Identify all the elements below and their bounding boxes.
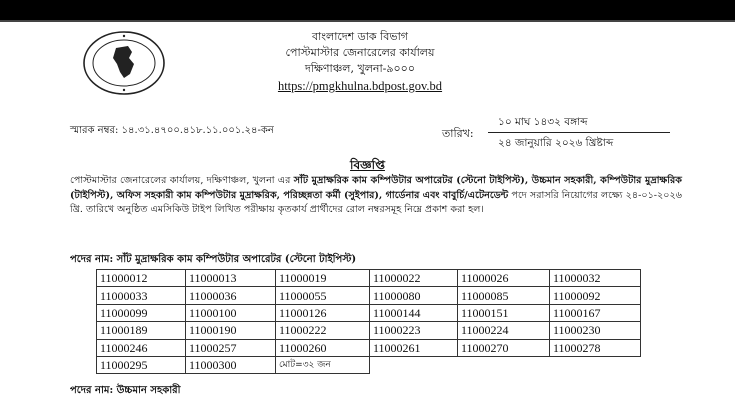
roll-number-cell: 11000026	[458, 270, 550, 287]
table-row	[97, 270, 641, 287]
section-heading-upper-division: পদের নাম: উচ্চমান সহকারী	[70, 385, 181, 396]
roll-number-cell: 11000080	[370, 287, 458, 304]
notice-title-text: বিজ্ঞপ্তি	[350, 158, 385, 172]
date-divider	[488, 132, 670, 133]
roll-number-cell: 11000144	[370, 304, 458, 321]
roll-number-cell: 11000260	[276, 339, 370, 356]
roll-number-cell: 11000013	[186, 270, 276, 287]
memo-number: স্মারক নম্বর: ১৪.৩১.৪৭০০.৪১৮.১১.০০১.২৪-কন	[70, 125, 274, 136]
government-seal-icon	[82, 30, 166, 96]
roll-number-cell: 11000246	[97, 339, 186, 356]
roll-number-cell: 11000222	[276, 322, 370, 339]
roll-number-cell: 11000257	[186, 339, 276, 356]
roll-number-cell: 11000033	[97, 287, 186, 304]
roll-number-cell: 11000223	[370, 322, 458, 339]
table-row	[97, 287, 641, 304]
empty-cell	[370, 356, 458, 373]
top-rule	[0, 20, 735, 22]
roll-number-cell: 11000092	[550, 287, 641, 304]
roll-number-cell: 11000300	[186, 356, 276, 373]
org-office: পোস্টমাস্টার জেনারেলের কার্যালয়	[285, 46, 435, 59]
roll-number-cell: 11000167	[550, 304, 641, 321]
roll-number-cell: 11000012	[97, 270, 186, 287]
roll-number-cell: 11000055	[276, 287, 370, 304]
roll-number-cell: 11000036	[186, 287, 276, 304]
paragraph-posts: সাঁট মুদ্রাক্ষরিক কাম কম্পিউটার অপারেটর (স্টেনো টাইপিস্ট), উচ্চমান সহকারী, কম্পিউটার মুদ্রাক্ষরিক (টাইপিস্ট), অফিস সহকারী কাম কম্পিউটার মুদ্রাক্ষরিক, পরিচ্ছন্নতা কর্মী (সুইপার), গার্ডেনার এবং বাবুর্চি/এটেনডেন্ট	[70, 175, 682, 201]
roll-number-cell: 11000100	[186, 304, 276, 321]
empty-cell	[550, 356, 641, 373]
table-row	[97, 304, 641, 321]
org-department: বাংলাদেশ ডাক বিভাগ	[312, 30, 408, 43]
notice-paragraph	[70, 174, 682, 218]
top-dark-band	[0, 0, 735, 20]
roll-number-cell: 11000022	[370, 270, 458, 287]
roll-number-cell: 11000085	[458, 287, 550, 304]
website-link[interactable]: https://pmgkhulna.bdpost.gov.bd	[277, 79, 443, 93]
roll-number-cell: 11000189	[97, 322, 186, 339]
roll-number-cell: 11000151	[458, 304, 550, 321]
roll-number-cell: 11000224	[458, 322, 550, 339]
table-row	[97, 322, 641, 339]
section-heading-steno: পদের নাম: সাঁট মুদ্রাক্ষরিক কাম কম্পিউটার অপারেটর (স্টেনো টাইপিস্ট)	[70, 254, 357, 265]
table-row	[97, 339, 641, 356]
roll-number-cell: 11000099	[97, 304, 186, 321]
roll-number-cell: 11000126	[276, 304, 370, 321]
org-address: দক্ষিণাঞ্চল, খুলনা-৯০০০	[305, 62, 415, 75]
roll-number-cell: 11000019	[276, 270, 370, 287]
total-count: মোট=৩২ জন	[276, 356, 370, 373]
roll-number-cell: 11000230	[550, 322, 641, 339]
date-bangla: ১০ মাঘ ১৪৩২ বঙ্গাব্দ	[498, 116, 588, 128]
roll-number-cell: 11000261	[370, 339, 458, 356]
date-english: ২৪ জানুয়ারি ২০২৬ খ্রিষ্টাব্দ	[498, 137, 614, 149]
roll-number-cell: 11000032	[550, 270, 641, 287]
empty-cell	[458, 356, 550, 373]
roll-number-cell: 11000295	[97, 356, 186, 373]
paragraph-part-1: পোস্টমাস্টার জেনারেলের কার্যালয়, দক্ষিণাঞ্চল, খুলনা এর	[70, 175, 294, 186]
roll-number-cell: 11000190	[186, 322, 276, 339]
date-label: তারিখ:	[442, 127, 474, 140]
roll-number-table	[96, 269, 641, 374]
table-row	[97, 356, 641, 373]
paragraph-part-2: পদে সরাসরি নিয়োগের লক্ষ্যে ২৪-০১-২০২৬ খ্রি. তারিখে অনুষ্ঠিত এমসিকিউ টাইপ লিখিত পরীক্ষায় কৃতকার্য প্রার্থীদের রোল নম্বরসমূহ নিম্নে প্রকাশ করা হল।	[70, 189, 682, 216]
roll-number-cell: 11000278	[550, 339, 641, 356]
roll-number-cell: 11000270	[458, 339, 550, 356]
